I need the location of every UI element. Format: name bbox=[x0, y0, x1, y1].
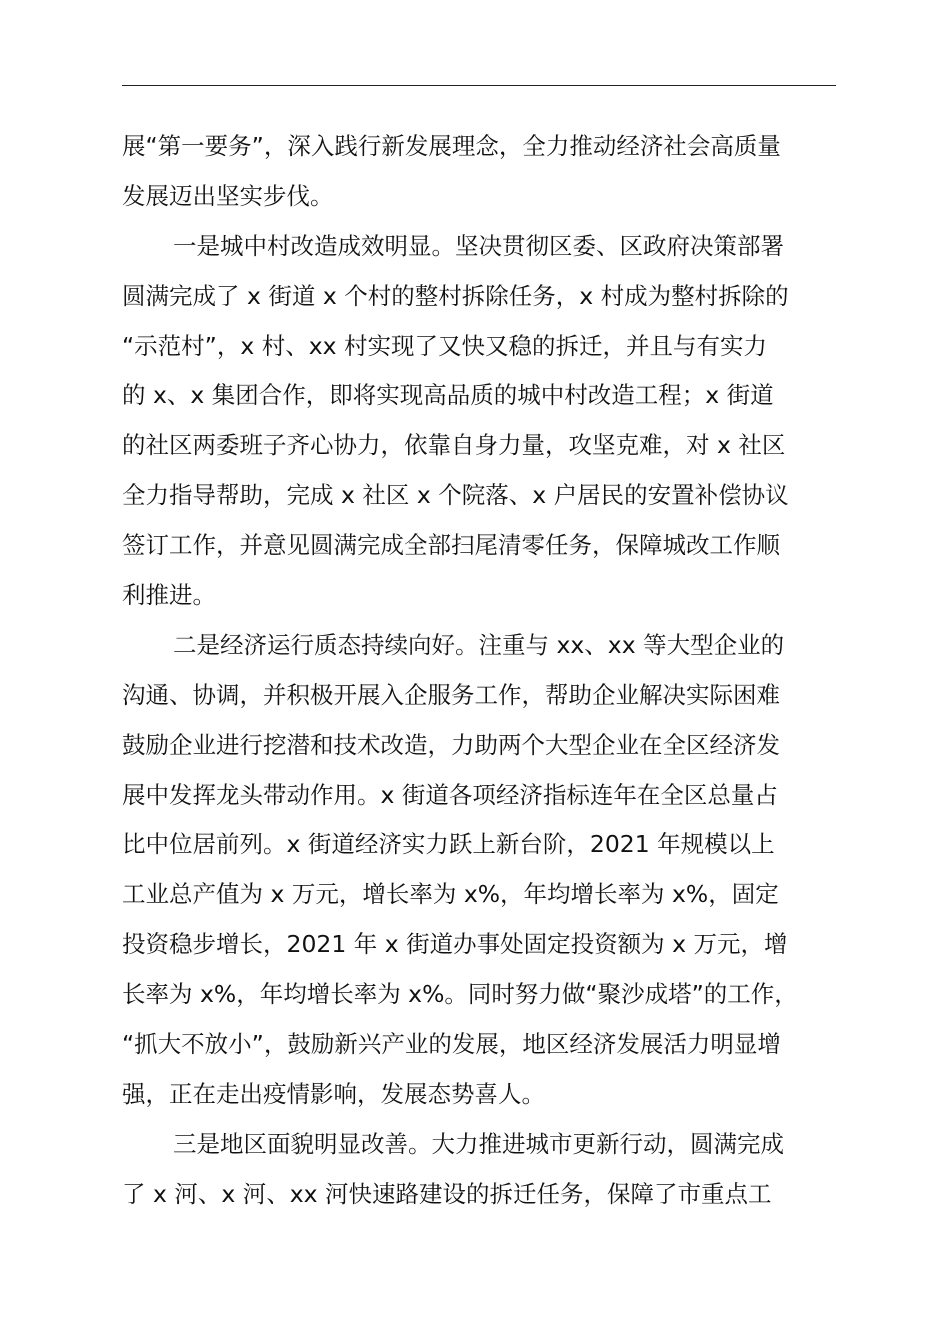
paragraph-line: 签订工作，并意见圆满完成全部扫尾清零任务，保障城改工作顺 bbox=[122, 531, 780, 560]
paragraph-line: 展中发挥龙头带动作用。x 街道各项经济指标连年在全区总量占 bbox=[122, 780, 778, 809]
header-rule bbox=[122, 85, 836, 86]
paragraph-line: “示范村”，x 村、xx 村实现了又快又稳的拆迁，并且与有实力 bbox=[122, 331, 768, 360]
paragraph-line: 的社区两委班子齐心协力，依靠自身力量，攻坚克难，对 x 社区 bbox=[122, 431, 786, 460]
paragraph-line-first: 二是经济运行质态持续向好。注重与 xx、xx 等大型企业的 bbox=[173, 630, 785, 659]
paragraph-line: 利推进。 bbox=[122, 581, 216, 610]
paragraph-line-first: 一是城中村改造成效明显。坚决贯彻区委、区政府决策部署 bbox=[173, 231, 784, 260]
paragraph-line: “抓大不放小”，鼓励新兴产业的发展，地区经济发展活力明显增 bbox=[122, 1030, 781, 1059]
paragraph-line: 了 x 河、x 河、xx 河快速路建设的拆迁任务，保障了市重点工 bbox=[122, 1179, 772, 1208]
paragraph-line: 比中位居前列。x 街道经济实力跃上新台阶，2021 年规模以上 bbox=[122, 830, 775, 859]
paragraph-line: 展“第一要务”，深入践行新发展理念，全力推动经济社会高质量 bbox=[122, 132, 781, 160]
paragraph-line: 长率为 x%，年均增长率为 x%。同时努力做“聚沙成塔”的工作， bbox=[122, 980, 798, 1009]
paragraph-line: 鼓励企业进行挖潜和技术改造，力助两个大型企业在全区经济发 bbox=[122, 730, 780, 759]
paragraph-line: 强，正在走出疫情影响，发展态势喜人。 bbox=[122, 1079, 545, 1108]
paragraph-line: 发展迈出坚实步伐。 bbox=[122, 181, 334, 210]
paragraph-line: 投资稳步增长，2021 年 x 街道办事处固定投资额为 x 万元，增 bbox=[122, 930, 788, 959]
paragraph-line-first: 三是地区面貌明显改善。大力推进城市更新行动，圆满完成 bbox=[173, 1129, 784, 1158]
paragraph-line: 工业总产值为 x 万元，增长率为 x%，年均增长率为 x%，固定 bbox=[122, 880, 779, 909]
document-body bbox=[122, 122, 867, 1220]
paragraph-line: 的 x、x 集团合作，即将实现高品质的城中村改造工程；x 街道 bbox=[122, 381, 774, 410]
paragraph-line: 沟通、协调，并积极开展入企服务工作，帮助企业解决实际困难 bbox=[122, 680, 780, 709]
paragraph-line: 全力指导帮助，完成 x 社区 x 个院落、x 户居民的安置补偿协议 bbox=[122, 481, 789, 510]
paragraph-line: 圆满完成了 x 街道 x 个村的整村拆除任务，x 村成为整村拆除的 bbox=[122, 281, 789, 310]
